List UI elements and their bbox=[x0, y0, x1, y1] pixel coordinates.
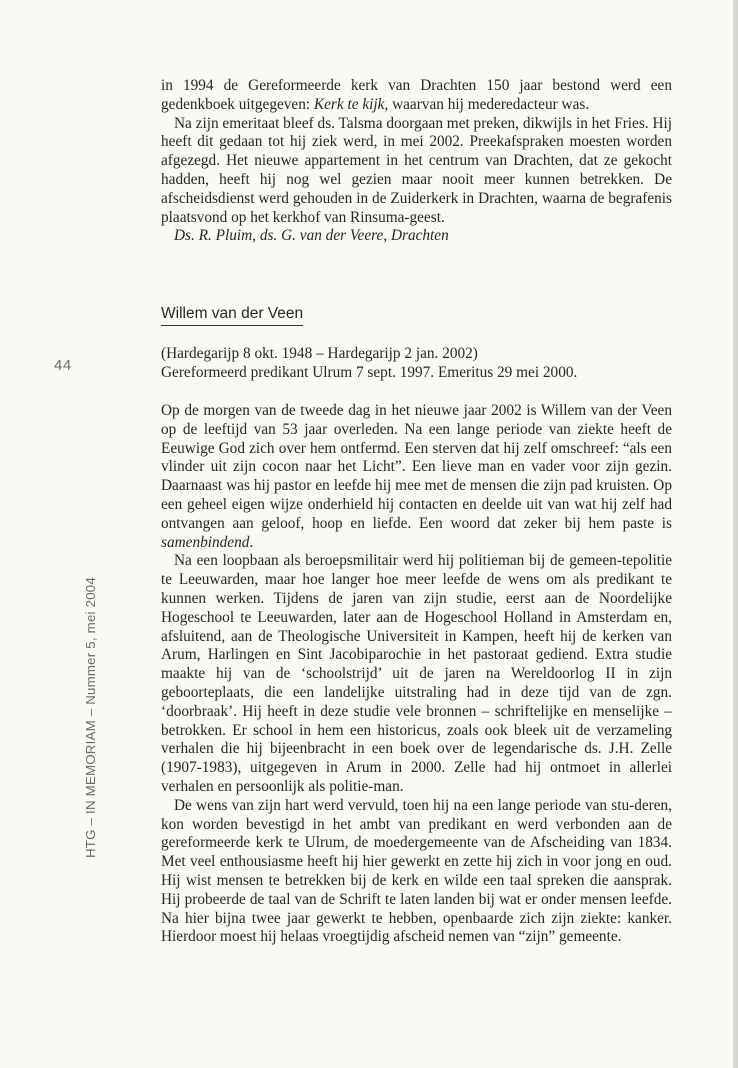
biographical-data bbox=[161, 345, 672, 383]
paragraph-emeritaat: Na zijn emeritaat bleef ds. Talsma doorgaan met preken, dikwijls in het Fries. Hij heeft dit gedaan tot hij ziek werd, in mei 2002. Preekafspraken moesten worden afgezegd. Het nieuwe appartement in het centrum van Drachten, dat ze gekocht hadden, heeft hij nog wel gezien maar nooit meer kunnen betrekken. De afscheidsdienst werd gehouden in de Zuiderkerk in Drachten, waarna de begrafenis plaatsvond op het kerkhof van Rinsuma-geest. bbox=[161, 114, 672, 226]
obituary-heading: Willem van der Veen bbox=[161, 305, 303, 326]
paragraph-gedenkboek: in 1994 de Gereformeerde kerk van Drachten 150 jaar bestond werd een gedenkboek uitgegeven: Kerk te kijk, waarvan hij mederedacteur was. bbox=[161, 77, 672, 113]
previous-obituary-end bbox=[161, 77, 672, 246]
paragraph-death: Op de morgen van de tweede dag in het nieuwe jaar 2002 is Willem van der Veen op de leeftijd van 53 jaar overleden. Na een lange periode van ziekte heeft de Eeuwige God zich over hem ontfermd. Een sterven dat hij zelf omschreef: “als een vlinder uit zijn cocon naar het Licht”. Een lieve man en vader voor zijn gezin. Daarnaast was hij pastor en leefde hij mee met de mensen die zijn pad kruisten. Op een geheel eigen wijze onderhield hij contacten en deelde uit van wat hij zelf had ontvangen aan geloof, hoop en liefde. Een woord dat zeker bij hem paste is samenbindend. bbox=[161, 402, 672, 551]
emphasis-samenbindend: samenbindend bbox=[161, 533, 250, 551]
page-number: 44 bbox=[54, 357, 72, 374]
obituary-body bbox=[161, 402, 672, 947]
page-edge bbox=[733, 0, 738, 1068]
author-signature: Ds. R. Pluim, ds. G. van der Veere, Drachten bbox=[174, 227, 449, 245]
life-dates: (Hardegarijp 8 okt. 1948 – Hardegarijp 2 jan. 2002) bbox=[161, 345, 478, 362]
running-head: HTG – IN MEMORIAM – Nummer 5, mei 2004 bbox=[83, 577, 98, 858]
paragraph-ulrum: De wens van zijn hart werd vervuld, toen hij na een lange periode van stu-deren, kon worden bevestigd in het ambt van predikant en werd verbonden aan de gereformeerde kerk te Ulrum, de moedergemeente van de Afscheiding van 1834. Met veel enthousiasme heeft hij hier gewerkt en zette hij zich in voor jong en oud. Hij wist mensen te betrekken bij de kerk en wilde een taal spreken die aansprak. Hij probeerde de taal van de Schrift te laten landen bij wat er onder mensen leefde. Na hier bijna twee jaar gewerkt te hebben, openbaarde zich zijn ziekte: kanker. Hierdoor moest hij helaas vroegtijdig afscheid nemen van “zijn” gemeente. bbox=[161, 796, 672, 946]
paragraph-career: Na een loopbaan als beroepsmilitair werd hij politieman bij de gemeen-tepolitie te Leeuwarden, maar hoe langer hoe meer leefde de wens om als predikant te kunnen werken. Tijdens de jaren van zijn studie, eerst aan de Noordelijke Hogeschool te Leeuwarden, later aan de Hogeschool Holland in Amsterdam en, afsluitend, aan de Theologische Universiteit in Kampen, heeft hij de kerken van Arum, Harlingen en Sint Jacobiparochie in het pastoraat gediend. Extra studie maakte hij van de ‘schoolstrijd’ uit de jaren na Wereldoorlog II in zijn geboorteplaats, die een landelijke uitstraling had in deze tijd van de zgn. ‘doorbraak’. Hij heeft in deze studie vele bronnen – schriftelijke en menselijke – betrokken. Er school in hem een historicus, zoals ook bleek uit de verzameling verhalen die hij bijeenbracht in een boek over de legendarische ds. J.H. Zelle (1907-1983), uitgegeven in Arum in 2000. Zelle had hij ontmoet in allerlei verhalen en persoonlijk als politie-man. bbox=[161, 552, 672, 795]
book-title: Kerk te kijk bbox=[313, 95, 385, 113]
ministry-dates: Gereformeerd predikant Ulrum 7 sept. 1997. Emeritus 29 mei 2000. bbox=[161, 363, 578, 381]
